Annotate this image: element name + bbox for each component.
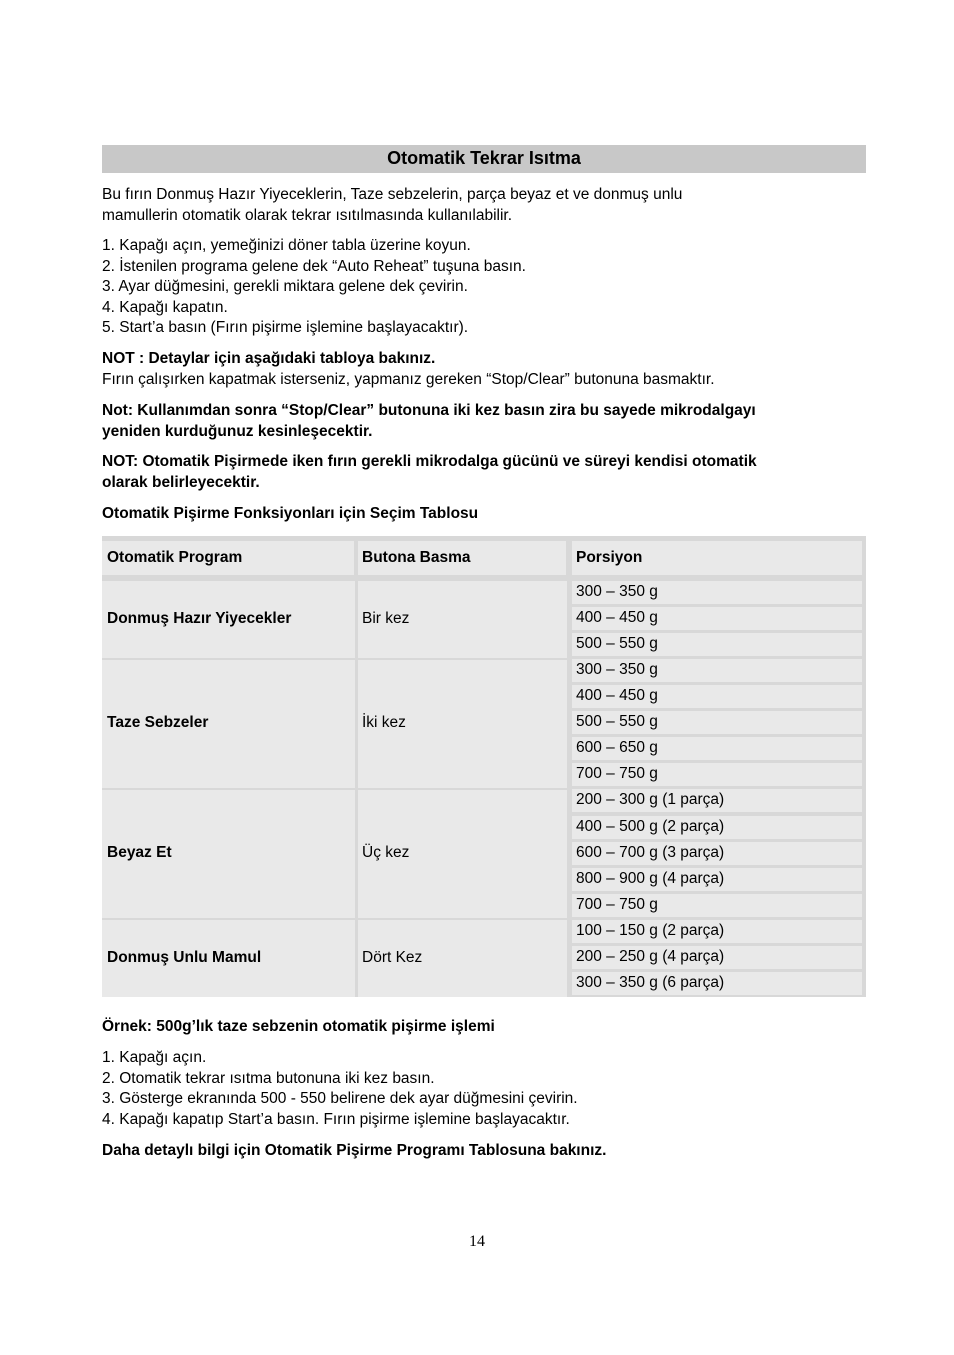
- portion-cell: 800 – 900 g (4 parça): [572, 868, 862, 891]
- table-caption: Otomatik Pişirme Fonksiyonları için Seçim Tablosu: [102, 505, 479, 522]
- portion-cell: 300 – 350 g (6 parça): [572, 972, 862, 995]
- example-step-item: 2. Otomatik tekrar ısıtma butonuna iki kez basın.: [102, 1069, 435, 1087]
- note-line: Not: Kullanımdan sonra “Stop/Clear” butonuna iki kez basın zira bu sayede mikrodalgayı: [102, 402, 756, 419]
- program-name: Beyaz Et: [107, 844, 172, 861]
- note-details-text: Fırın çalışırken kapatmak isterseniz, yapmanız gereken “Stop/Clear” butonuna basmaktır.: [102, 370, 715, 388]
- example-step-item: 4. Kapağı kapatıp Start’a basın. Fırın pişirme işlemine başlayacaktır.: [102, 1110, 570, 1128]
- portion-cell: 100 – 150 g (2 parça): [572, 920, 862, 943]
- note-line: yeniden kurduğunuz kesinleşecektir.: [102, 422, 373, 440]
- portion-cell: 600 – 650 g: [572, 737, 862, 760]
- portion-cell: 700 – 750 g: [572, 894, 862, 917]
- section-title: Otomatik Tekrar Isıtma: [102, 145, 866, 173]
- example-steps-list: [102, 1048, 872, 1130]
- page-number: 14: [469, 1233, 485, 1250]
- note-details-heading: NOT : Detaylar için aşağıdaki tabloya bakınız.: [102, 350, 436, 367]
- press-count: Dört Kez: [362, 949, 423, 966]
- example-title: Örnek: 500g’lık taze sebzenin otomatik pişirme işlemi: [102, 1018, 495, 1035]
- portion-cell: 300 – 350 g: [572, 581, 862, 604]
- note-stop-clear: [102, 401, 872, 442]
- press-count: İki kez: [362, 714, 406, 731]
- portion-cell: 400 – 500 g (2 parça): [572, 816, 862, 839]
- program-name: Taze Sebzeler: [107, 714, 209, 731]
- portion-cell: 500 – 550 g: [572, 633, 862, 656]
- header-portion: Porsiyon: [576, 549, 643, 566]
- program-name: Donmuş Hazır Yiyecekler: [107, 610, 292, 627]
- intro-line: Bu fırın Donmuş Hazır Yiyeceklerin, Taze sebzelerin, parça beyaz et ve donmuş unlu: [102, 186, 683, 203]
- press-count: Üç kez: [362, 844, 410, 861]
- note-details: [102, 349, 872, 390]
- step-item: 1. Kapağı açın, yemeğinizi döner tabla üzerine koyun.: [102, 237, 471, 254]
- step-item: 3. Ayar düğmesini, gerekli miktara gelene dek çevirin.: [102, 278, 468, 295]
- intro-paragraph: [102, 185, 872, 226]
- portion-cell: 700 – 750 g: [572, 763, 862, 786]
- header-program: Otomatik Program: [107, 549, 243, 566]
- program-name: Donmuş Unlu Mamul: [107, 949, 262, 966]
- portion-cell: 300 – 350 g: [572, 659, 862, 682]
- note-auto-power: [102, 452, 872, 493]
- portion-cell: 400 – 450 g: [572, 607, 862, 630]
- header-press: Butona Basma: [362, 549, 471, 566]
- steps-list: [102, 236, 872, 339]
- portion-cell: 200 – 300 g (1 parça): [572, 789, 862, 812]
- note-line: olarak belirleyecektir.: [102, 473, 260, 491]
- footer-note: Daha detaylı bilgi için Otomatik Pişirme Programı Tablosuna bakınız.: [102, 1142, 607, 1159]
- step-item: 5. Start’a basın (Fırın pişirme işlemine başlayacaktır).: [102, 319, 469, 336]
- selection-table: [102, 536, 866, 997]
- portion-cell: 600 – 700 g (3 parça): [572, 842, 862, 865]
- portion-cell: 500 – 550 g: [572, 711, 862, 734]
- step-item: 4. Kapağı kapatın.: [102, 298, 228, 316]
- step-item: 2. İstenilen programa gelene dek “Auto Reheat” tuşuna basın.: [102, 257, 526, 275]
- portion-cell: 400 – 450 g: [572, 685, 862, 708]
- intro-line: mamullerin otomatik olarak tekrar ısıtılmasında kullanılabilir.: [102, 206, 513, 224]
- example-step-item: 3. Gösterge ekranında 500 - 550 belirene dek ayar düğmesini çevirin.: [102, 1090, 578, 1107]
- note-line: NOT: Otomatik Pişirmede iken fırın gerekli mikrodalga gücünü ve süreyi kendisi otomatik: [102, 453, 757, 470]
- example-step-item: 1. Kapağı açın.: [102, 1049, 207, 1066]
- portion-cell: 200 – 250 g (4 parça): [572, 946, 862, 969]
- press-count: Bir kez: [362, 610, 410, 627]
